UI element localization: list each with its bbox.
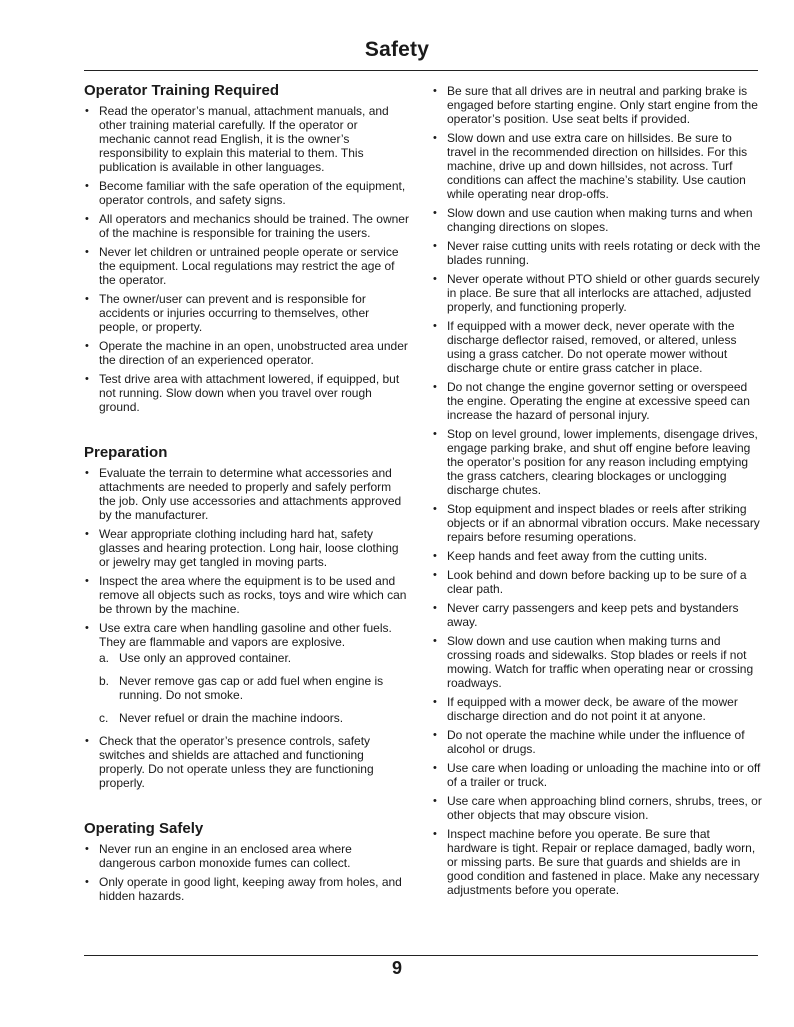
list-item: • Never run an engine in an enclosed area where dangerous carbon monoxide fumes can collect. (84, 842, 410, 870)
section-heading: Operating Safely (84, 820, 204, 837)
list-item: • The owner/user can prevent and is responsible for accidents or injuries occurring to themselves, other people, or property. (84, 292, 410, 334)
list-item: • Evaluate the terrain to determine what accessories and attachments are needed to properly and safely perform the job. Only use accessories and attachments approved by the manufacturer. (84, 466, 410, 522)
list-item: • Be sure that all drives are in neutral and parking brake is engaged before starting engine. Only start engine from the operator’s position. Use seat belts if provided. (432, 84, 762, 126)
sub-list-item (99, 674, 410, 702)
list-item: • Stop on level ground, lower implements, disengage drives, engage parking brake, and shut off engine before leaving the operator’s position for any reason including emptying the grass catchers, clearing blockages or unclogging discharge chutes. (432, 427, 762, 497)
header-divider (84, 70, 758, 71)
list-item: • Stop equipment and inspect blades or reels after striking objects or if an abnormal vibration occurs. Make necessary repairs before resuming operations. (432, 502, 762, 544)
list-item: • Slow down and use caution when making turns and when changing directions on slopes. (432, 206, 762, 234)
list-item: • Operate the machine in an open, unobstructed area under the direction of an experienced operator. (84, 339, 410, 367)
footer-divider (84, 955, 758, 956)
list-item: • Look behind and down before backing up to be sure of a clear path. (432, 568, 762, 596)
list-item: • Never let children or untrained people operate or service the equipment. Local regulations may restrict the age of the operator. (84, 245, 410, 287)
sub-item-marker: a. (99, 651, 110, 665)
section-heading: Operator Training Required (84, 82, 280, 99)
list-item: • All operators and mechanics should be trained. The owner of the machine is responsible for training the users. (84, 212, 410, 240)
list-item: • Use care when approaching blind corners, shrubs, trees, or other objects that may obscure vision. (432, 794, 762, 822)
sub-item-marker: b. (99, 674, 110, 688)
list-item: • Inspect machine before you operate. Be sure that hardware is tight. Repair or replace damaged, badly worn, or missing parts. Be sure that guards and shields are in good condition and fastened in place. Make any necessary adjustments before you operate. (432, 827, 762, 897)
list-item: • Keep hands and feet away from the cutting units. (432, 549, 762, 563)
list-item: • Do not operate the machine while under the influence of alcohol or drugs. (432, 728, 762, 756)
list-item: • If equipped with a mower deck, be aware of the mower discharge direction and do not point it at anyone. (432, 695, 762, 723)
right-column (432, 84, 762, 902)
section-operator-training (84, 82, 410, 414)
list-item: • Inspect the area where the equipment is to be used and remove all objects such as rocks, toys and wire which can be thrown by the machine. (84, 574, 410, 616)
list-item: • Only operate in good light, keeping away from holes, and hidden hazards. (84, 875, 410, 903)
list-item: • Slow down and use caution when making turns and crossing roads and sidewalks. Stop blades or reels if not mowing. Watch for traffic when operating near or crossing roadways. (432, 634, 762, 690)
sub-item-marker: c. (99, 711, 109, 725)
section-operating-safely (84, 820, 410, 903)
list-item-with-subitems (84, 621, 410, 725)
list-item: • Test drive area with attachment lowered, if equipped, but not running. Slow down when you travel over rough ground. (84, 372, 410, 414)
sub-list (99, 651, 410, 725)
section-heading: Preparation (84, 444, 168, 461)
list-item: • Read the operator’s manual, attachment manuals, and other training material carefully. If the operator or mechanic cannot read English, it is the owner’s responsibility to explain this material to them. This publication is available in other languages. (84, 104, 410, 174)
left-column (84, 82, 410, 908)
list-item-text: Use extra care when handling gasoline and other fuels. They are flammable and vapors are explosive. (99, 621, 392, 649)
list-item: • Use care when loading or unloading the machine into or off of a trailer or truck. (432, 761, 762, 789)
sub-list-item (99, 711, 410, 725)
section-preparation (84, 444, 410, 790)
sub-item-text: Never remove gas cap or add fuel when engine is running. Do not smoke. (119, 674, 384, 702)
sub-list-item (99, 651, 410, 665)
list-item: • Never operate without PTO shield or other guards securely in place. Be sure that all interlocks are attached, adjusted properly, and functioning properly. (432, 272, 762, 314)
list-item: • Wear appropriate clothing including hard hat, safety glasses and hearing protection. Long hair, loose clothing or jewelry may get tangled in moving parts. (84, 527, 410, 569)
list-item: • Never carry passengers and keep pets and bystanders away. (432, 601, 762, 629)
sub-item-text: Use only an approved container. (119, 651, 292, 665)
page-title: Safety (364, 38, 430, 61)
bullet-list (432, 84, 762, 897)
list-item: • Become familiar with the safe operation of the equipment, operator controls, and safety signs. (84, 179, 410, 207)
list-item: • If equipped with a mower deck, never operate with the discharge deflector raised, removed, or altered, unless using a grass catcher. Do not operate mower without discharge chute or entire grass catcher in place. (432, 319, 762, 375)
list-item: • Never raise cutting units with reels rotating or deck with the blades running. (432, 239, 762, 267)
list-item: • Slow down and use extra care on hillsides. Be sure to travel in the recommended direction on hillsides. For this machine, drive up and down hillsides, not across. Turf conditions can affect the machine’s stability. Use caution while operating near drop-offs. (432, 131, 762, 201)
list-item: • Check that the operator’s presence controls, safety switches and shields are attached and functioning properly. Do not operate unless they are functioning properly. (84, 734, 410, 790)
bullet-list (84, 104, 410, 414)
bullet-list (84, 842, 410, 903)
list-item: • Do not change the engine governor setting or overspeed the engine. Operating the engine at excessive speed can increase the hazard of personal injury. (432, 380, 762, 422)
sub-item-text: Never refuel or drain the machine indoors. (119, 711, 344, 725)
bullet-list (84, 466, 410, 790)
page-number: 9 (391, 958, 402, 978)
